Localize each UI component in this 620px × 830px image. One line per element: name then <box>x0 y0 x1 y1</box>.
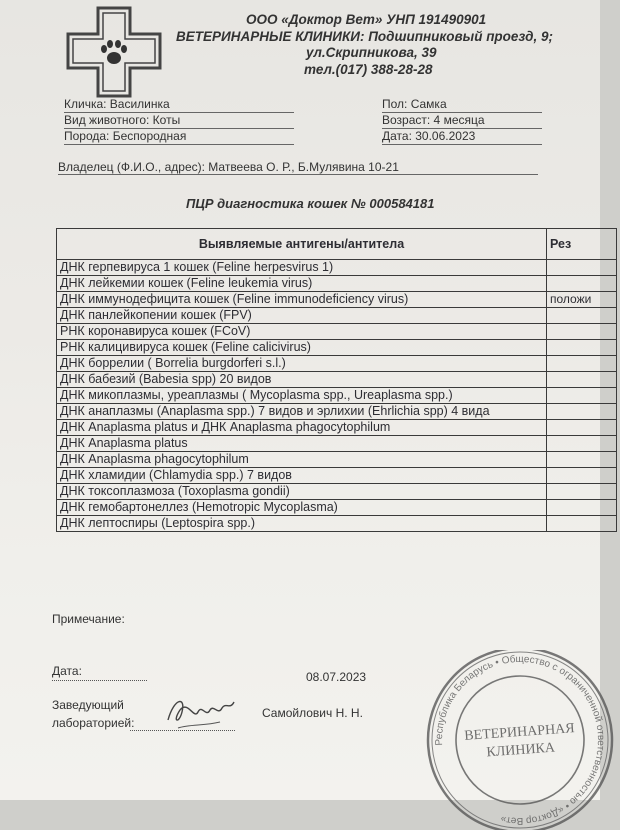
clinic-logo <box>64 6 164 98</box>
table-row <box>57 260 617 276</box>
clinic-name: ООО «Доктор Вет» УНП 191490901 <box>246 12 487 27</box>
test-name-cell: РНК калицивируса кошек (Feline calicivirus) <box>57 340 547 356</box>
result-cell <box>547 420 617 436</box>
table-row <box>57 340 617 356</box>
table-row <box>57 308 617 324</box>
column-header-antigens: Выявляемые антигены/антитела <box>57 229 547 260</box>
result-cell <box>547 484 617 500</box>
result-cell <box>547 468 617 484</box>
document-title: ПЦР диагностика кошек № 000584181 <box>186 196 435 211</box>
date-underline <box>52 680 147 681</box>
test-name-cell: ДНК лептоспиры (Leptospira spp.) <box>57 516 547 532</box>
table-row <box>57 420 617 436</box>
column-header-result: Рез <box>547 229 617 260</box>
result-cell <box>547 260 617 276</box>
result-cell <box>547 372 617 388</box>
result-cell: положи <box>547 292 617 308</box>
test-name-cell: ДНК панлейкопении кошек (FPV) <box>57 308 547 324</box>
pet-breed: Порода: Беспородная <box>64 129 294 145</box>
test-name-cell: ДНК герпевируса 1 кошек (Feline herpesvirus 1) <box>57 260 547 276</box>
stamp-center-line1: ВЕТЕРИНАРНАЯ <box>463 721 576 744</box>
signature <box>160 690 240 735</box>
table-row <box>57 516 617 532</box>
sample-date: Дата: 30.06.2023 <box>382 129 542 145</box>
result-cell <box>547 308 617 324</box>
pet-species: Вид животного: Коты <box>64 113 294 129</box>
result-cell <box>547 516 617 532</box>
table-row <box>57 404 617 420</box>
result-cell <box>547 436 617 452</box>
pet-age: Возраст: 4 месяца <box>382 113 542 129</box>
test-name-cell: ДНК боррелии ( Borrelia burgdorferi s.l.) <box>57 356 547 372</box>
table-row <box>57 468 617 484</box>
result-cell <box>547 356 617 372</box>
head-name: Самойлович Н. Н. <box>262 706 363 720</box>
test-name-cell: ДНК гемобартонеллез (Hemotropic Mycoplasma) <box>57 500 547 516</box>
result-cell <box>547 324 617 340</box>
table-row <box>57 372 617 388</box>
table-row <box>57 324 617 340</box>
stamp-ring-text: Республика Беларусь • Общество с ограниченной ответственностью • «Доктор Вет» <box>433 653 607 827</box>
test-name-cell: ДНК лейкемии кошек (Feline leukemia virus) <box>57 276 547 292</box>
test-name-cell: ДНК анаплазмы (Anaplasma spp.) 7 видов и эрлихии (Ehrlichia spp) 4 вида <box>57 404 547 420</box>
head-label-line2: лабораторией: <box>52 716 135 730</box>
test-name-cell: ДНК Anaplasma phagocytophilum <box>57 452 547 468</box>
note-label: Примечание: <box>52 612 125 626</box>
clinic-address-2: ул.Скрипникова, 39 <box>306 45 437 60</box>
table-row <box>57 452 617 468</box>
clinic-addresses: ВЕТЕРИНАРНЫЕ КЛИНИКИ: Подшипниковый проезд, 9; <box>176 29 553 44</box>
pet-name: Кличка: Василинка <box>64 97 294 113</box>
test-name-cell: ДНК бабезий (Babesia spp) 20 видов <box>57 372 547 388</box>
result-cell <box>547 388 617 404</box>
result-cell <box>547 340 617 356</box>
result-cell <box>547 404 617 420</box>
result-cell <box>547 500 617 516</box>
table-row <box>57 388 617 404</box>
table-row <box>57 292 617 308</box>
results-table <box>56 228 617 532</box>
date-label: Дата: <box>52 664 82 678</box>
test-name-cell: ДНК токсоплазмоза (Toxoplasma gondii) <box>57 484 547 500</box>
result-cell <box>547 452 617 468</box>
test-name-cell: ДНК иммунодефицита кошек (Feline immunodeficiency virus) <box>57 292 547 308</box>
result-cell <box>547 276 617 292</box>
pet-sex: Пол: Самка <box>382 97 542 113</box>
table-row <box>57 500 617 516</box>
test-name-cell: ДНК Anaplasma platus <box>57 436 547 452</box>
stamp-center-line2: КЛИНИКА <box>485 740 556 761</box>
clinic-stamp <box>420 650 620 830</box>
table-row <box>57 356 617 372</box>
report-date: 08.07.2023 <box>306 670 367 684</box>
table-row <box>57 436 617 452</box>
test-name-cell: ДНК хламидии (Chlamydia spp.) 7 видов <box>57 468 547 484</box>
test-name-cell: ДНК микоплазмы, уреаплазмы ( Mycoplasma spp., Ureaplasma spp.) <box>57 388 547 404</box>
test-name-cell: ДНК Anaplasma platus и ДНК Anaplasma phagocytophilum <box>57 420 547 436</box>
table-row <box>57 276 617 292</box>
head-label-line1: Заведующий <box>52 698 124 712</box>
test-name-cell: РНК коронавируса кошек (FCoV) <box>57 324 547 340</box>
owner-info: Владелец (Ф.И.О., адрес): Матвеева О. Р., Б.Мулявина 10-21 <box>58 160 538 175</box>
table-header-row <box>57 229 617 260</box>
clinic-phone: тел.(017) 388-28-28 <box>304 62 433 77</box>
table-row <box>57 484 617 500</box>
